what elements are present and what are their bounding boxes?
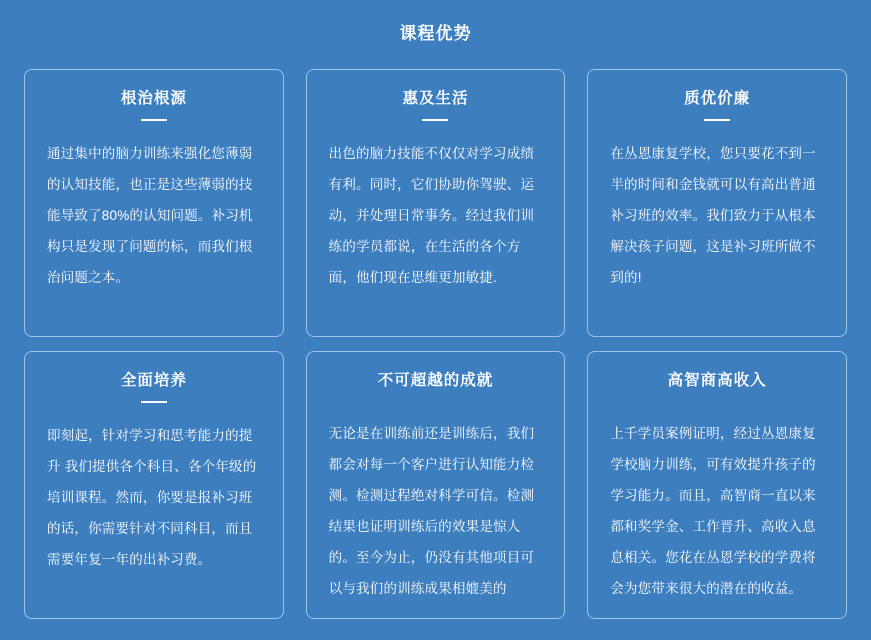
advantage-card	[587, 351, 847, 619]
advantage-card-title: 根治根源	[120, 90, 187, 107]
advantage-card-title: 质优价廉	[684, 90, 751, 107]
advantage-card-title: 全面培养	[120, 372, 187, 389]
page-title: 课程优势	[399, 24, 472, 43]
title-divider	[704, 119, 730, 121]
title-divider	[141, 401, 167, 403]
advantage-card-title: 惠及生活	[402, 90, 469, 107]
advantage-card-body: 即刻起，针对学习和思考能力的提升 我们提供各个科目、各个年级的培训课程。然而，你要是报补习班的话，你需要针对不同科目，而且需要年复一年的出补习费。	[47, 428, 257, 567]
advantage-card-body: 通过集中的脑力训练来强化您薄弱的认知技能，也正是这些薄弱的技能导致了80%的认知问题。补习机构只是发现了问题的标，而我们根治问题之本。	[47, 146, 253, 285]
advantage-card	[24, 69, 284, 337]
advantage-card-body: 上千学员案例证明，经过丛恩康复学校脑力训练，可有效提升孩子的学习能力。而且，高智商一直以来都和奖学金、工作晋升、高收入息息相关。您花在丛恩学校的学费将会为您带来很大的潜在的收益。	[610, 426, 816, 596]
advantage-card-title: 高智商高收入	[667, 372, 767, 389]
advantage-card	[306, 351, 566, 619]
advantage-card	[24, 351, 284, 619]
advantage-card	[306, 69, 566, 337]
advantage-card-body: 无论是在训练前还是训练后，我们都会对每一个客户进行认知能力检测。检测过程绝对科学可信。检测结果也证明训练后的效果是惊人的。至今为止，仍没有其他项目可以与我们的训练成果相媲美的	[328, 426, 535, 596]
advantage-cards-grid	[24, 69, 847, 619]
title-divider	[422, 119, 448, 121]
advantage-card	[587, 69, 847, 337]
advantage-card-body: 在丛恩康复学校，您只要花不到一半的时间和金钱就可以有高出普通补习班的效率。我们致力于从根本解决孩子问题，这是补习班所做不到的!	[610, 146, 816, 285]
title-divider	[141, 119, 167, 121]
advantage-card-title: 不可超越的成就	[377, 372, 494, 389]
advantage-card-body: 出色的脑力技能不仅仅对学习成绩有利。同时，它们协助你驾驶、运动，并处理日常事务。经过我们训练的学员都说，在生活的各个方面，他们现在思维更加敏捷.	[328, 146, 535, 285]
